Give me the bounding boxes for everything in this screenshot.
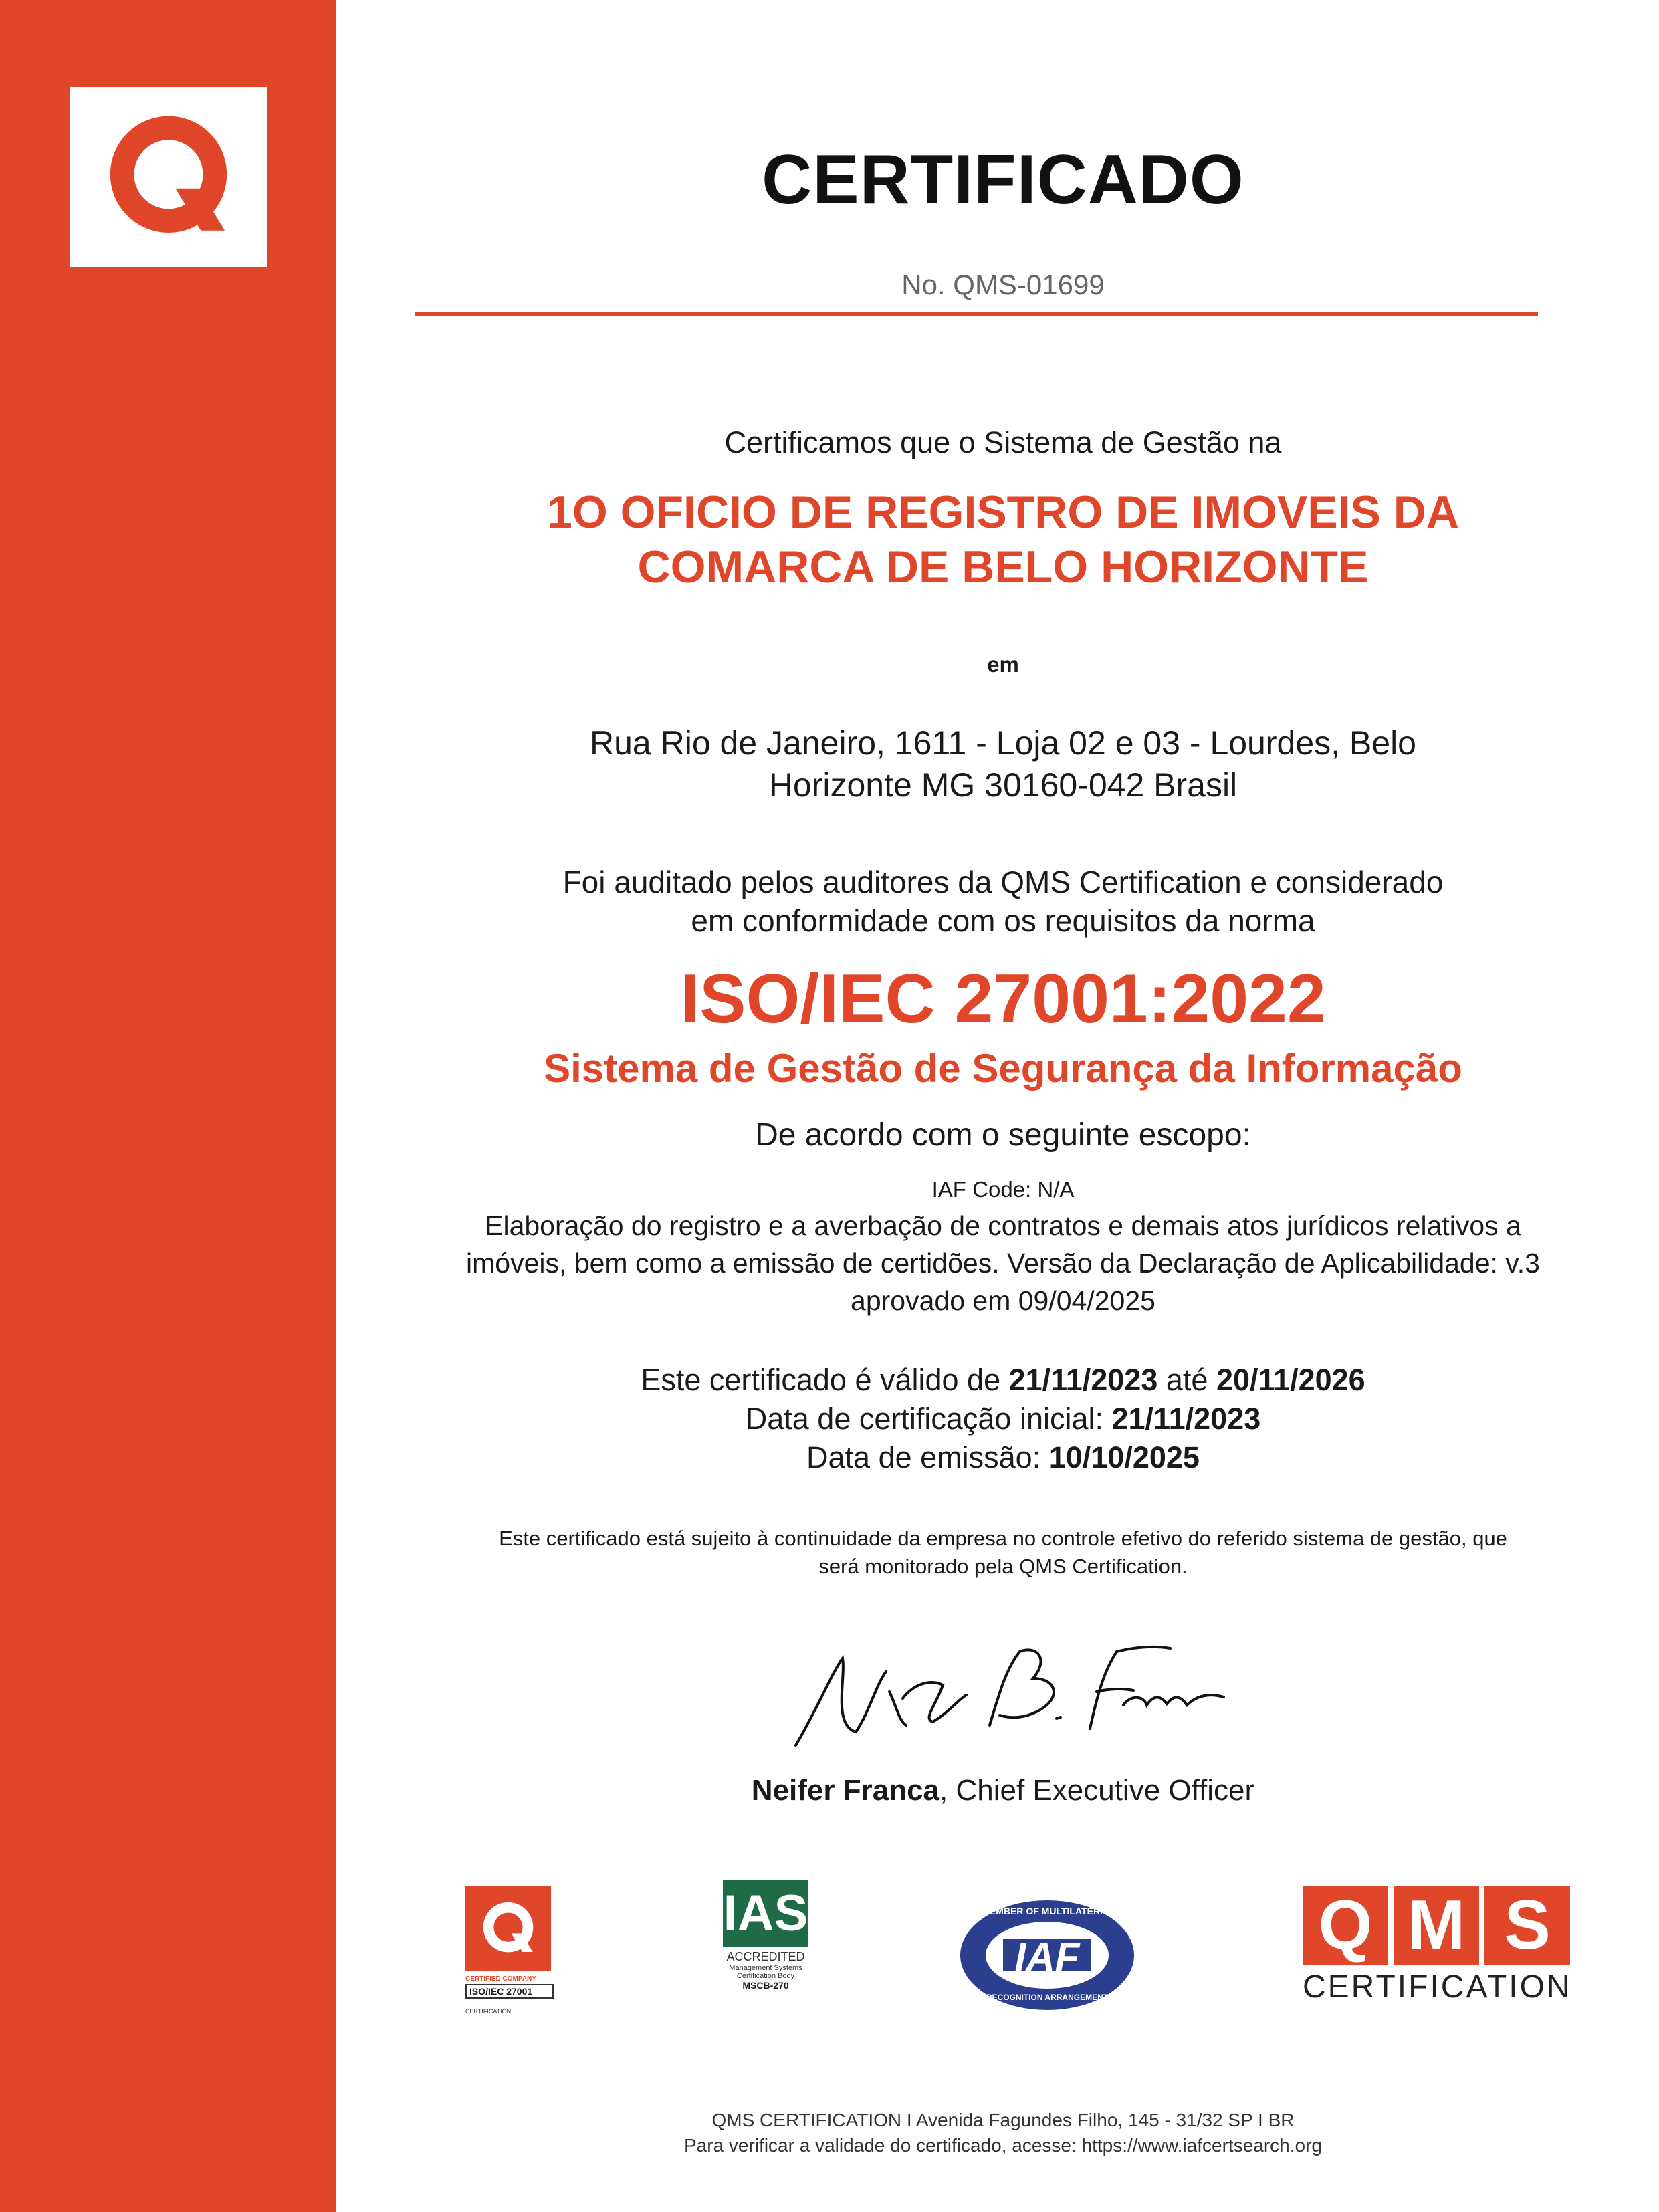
organization-line-1: 1O OFICIO DE REGISTRO DE IMOVEIS DA: [547, 487, 1459, 538]
audit-line-1: Foi auditado pelos auditores da QMS Certification e considerado: [562, 865, 1444, 899]
initial-cert-line: [415, 1400, 1591, 1438]
signer-line: [415, 1774, 1591, 1807]
footer-address: QMS CERTIFICATION I Avenida Fagundes Filho, 145 - 31/32 SP I BR: [711, 2110, 1295, 2130]
standard-code: ISO/IEC 27001:2022: [680, 960, 1326, 1038]
qms-wordmark: [1303, 1886, 1570, 1965]
iaf-bottom-text: RECOGNITION ARRANGEMENT: [986, 1993, 1109, 2002]
organization-name: [415, 485, 1591, 594]
location-connector: em: [987, 652, 1019, 677]
initial-label: Data de certificação inicial:: [745, 1402, 1112, 1436]
qms-cert-label: CERTIFICATION: [1303, 1969, 1572, 2005]
scope-line-3: aprovado em 09/04/2025: [851, 1285, 1155, 1316]
audit-line-2: em conformidade com os requisitos da norma: [691, 903, 1315, 938]
footer: [415, 2108, 1591, 2159]
certificate-number: No. QMS-01699: [901, 269, 1105, 300]
qms-certification-logo: [1303, 1886, 1570, 2005]
side-accent-bar: [0, 0, 336, 2212]
badge-certified-label: CERTIFIED COMPANY: [465, 1975, 536, 1983]
certificate-title: CERTIFICADO: [762, 141, 1244, 219]
organization-address: [415, 722, 1591, 806]
valid-from-date: 21/11/2023: [1008, 1363, 1158, 1397]
address-line-1: Rua Rio de Janeiro, 1611 - Loja 02 e 03 - Lourdes, Belo: [590, 724, 1416, 762]
signer-role: , Chief Executive Officer: [939, 1774, 1255, 1807]
accreditation-logos: [415, 1886, 1605, 2053]
issue-date: 10/10/2025: [1048, 1440, 1200, 1474]
certified-company-badge: [465, 1886, 554, 2026]
badge-standard-label: ISO/IEC 27001: [465, 1984, 554, 1999]
ias-code: MSCB-270: [742, 1980, 789, 1991]
scope-line-2: imóveis, bem como a emissão de certidões. Versão da Declaração de Aplicabilidade: v.3: [466, 1248, 1540, 1279]
standard-name: Sistema de Gestão de Segurança da Informação: [544, 1046, 1462, 1091]
scope-line-1: Elaboração do registro e a averbação de contratos e demais atos jurídicos relativos a: [485, 1210, 1521, 1241]
ias-line-1: Management Systems: [729, 1964, 802, 1972]
iaf-code: IAF Code: N/A: [931, 1177, 1075, 1202]
iaf-mark: IAF: [1014, 1934, 1080, 1979]
qms-letter-m: M: [1394, 1886, 1479, 1965]
issue-label: Data de emissão:: [806, 1440, 1049, 1474]
audit-statement: [415, 863, 1591, 940]
validity-dates: [415, 1361, 1591, 1477]
ias-line-2: Certification Body: [736, 1972, 795, 1980]
iaf-mla-logo: [958, 1898, 1137, 2013]
scope-label: De acordo com o seguinte escopo:: [755, 1117, 1251, 1153]
issue-line: [415, 1438, 1591, 1477]
valid-prefix: Este certificado é válido de: [641, 1363, 1009, 1397]
qms-letter-q: Q: [1303, 1886, 1388, 1965]
qms-q-logo-icon: [70, 87, 267, 267]
note-line-1: Este certificado está sujeito à continuidade da empresa no controle efetivo do referido sistema de gestão, que: [499, 1527, 1507, 1550]
ias-accredited: ACCREDITED: [726, 1950, 805, 1963]
title-divider: [415, 312, 1538, 316]
ias-mark: IAS: [723, 1880, 808, 1947]
initial-date: 21/11/2023: [1111, 1402, 1261, 1436]
organization-line-2: COMARCA DE BELO HORIZONTE: [637, 542, 1369, 592]
ceo-signature: [769, 1632, 1237, 1765]
ias-accreditation-logo: [715, 1880, 816, 1991]
footer-verify: Para verificar a validade do certificado, acesse: https://www.iafcertsearch.org: [684, 2135, 1322, 2156]
validity-line: [415, 1361, 1591, 1400]
badge-footer-label: CERTIFICATION: [465, 2008, 512, 2015]
signer-name: Neifer Franca: [751, 1774, 940, 1807]
continuity-note: [415, 1525, 1591, 1581]
iaf-top-text: MEMBER OF MULTILATERAL: [982, 1906, 1113, 1916]
valid-to-date: 20/11/2026: [1216, 1363, 1365, 1397]
note-line-2: será monitorado pela QMS Certification.: [818, 1555, 1188, 1578]
valid-mid: até: [1157, 1363, 1216, 1397]
qms-letter-s: S: [1484, 1886, 1570, 1965]
intro-text: Certificamos que o Sistema de Gestão na: [724, 425, 1282, 459]
address-line-2: Horizonte MG 30160-042 Brasil: [768, 766, 1238, 804]
badge-q-icon: [465, 1886, 551, 1971]
scope-text: [415, 1207, 1591, 1319]
